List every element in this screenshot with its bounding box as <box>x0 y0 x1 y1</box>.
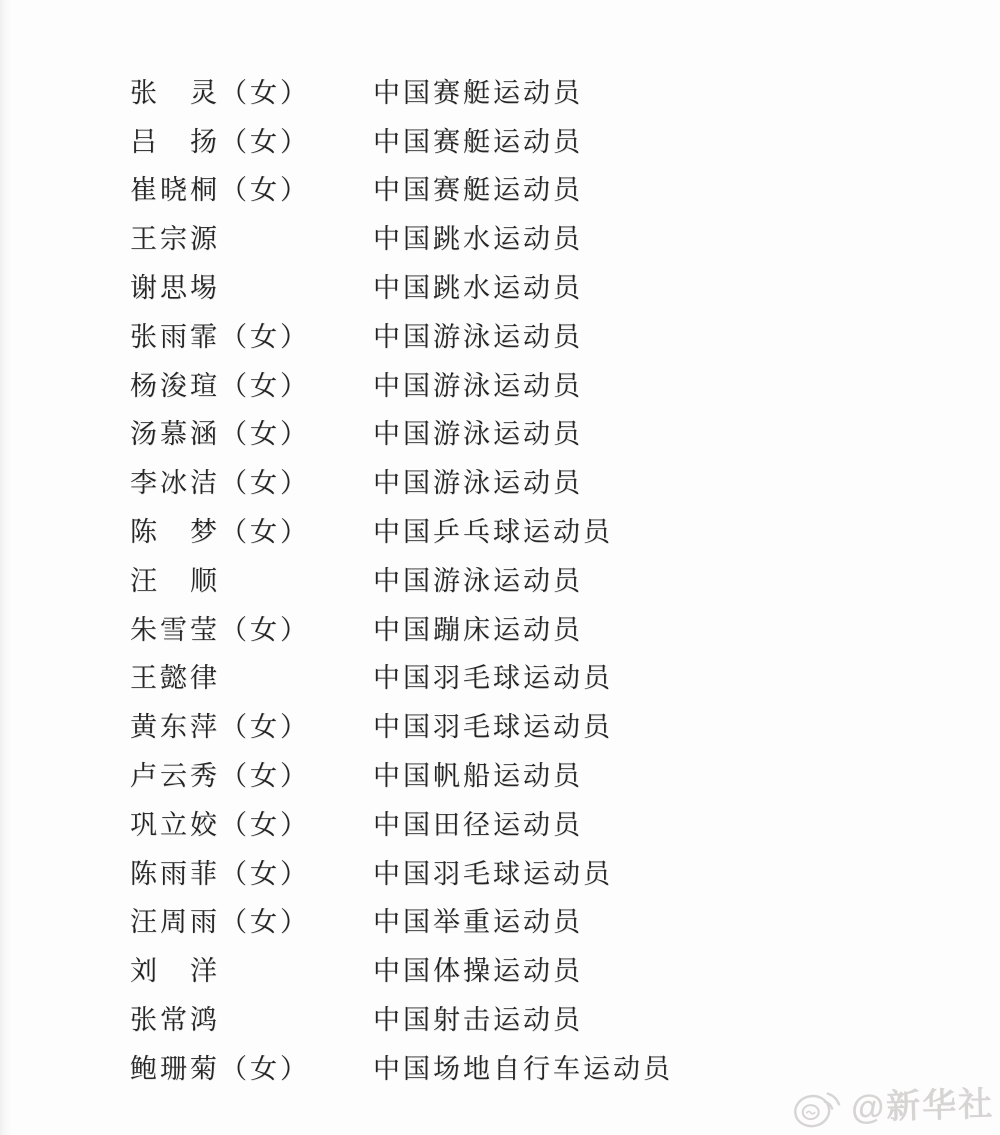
athlete-name: 王宗源 <box>130 224 220 255</box>
athlete-title: 中国射击运动员 <box>373 1005 583 1036</box>
gender-note: （女） <box>220 614 310 645</box>
athlete-name: 汤慕涵 <box>130 419 220 450</box>
athlete-row <box>130 603 1000 652</box>
athlete-row <box>130 993 1000 1042</box>
athlete-name-cell <box>130 461 373 500</box>
athlete-name: 汪 顺 <box>130 565 220 596</box>
athlete-name: 王懿律 <box>130 663 220 694</box>
gender-note: （女） <box>220 761 310 792</box>
athlete-title: 中国场地自行车运动员 <box>373 1053 673 1084</box>
athlete-name: 鲍珊菊 <box>130 1053 220 1084</box>
gender-note: （女） <box>220 419 310 450</box>
athlete-name: 汪周雨 <box>130 907 220 938</box>
gender-note: （女） <box>220 517 310 548</box>
gender-note: （女） <box>220 858 310 889</box>
athlete-row <box>130 310 1000 359</box>
athlete-name-cell <box>130 852 373 891</box>
athlete-name-cell <box>130 315 373 354</box>
athlete-row <box>130 359 1000 408</box>
athlete-name: 杨浚瑄 <box>130 370 220 401</box>
athlete-name: 朱雪莹 <box>130 614 220 645</box>
athlete-name-cell <box>130 949 373 988</box>
athlete-title: 中国跳水运动员 <box>373 224 583 255</box>
athlete-name-cell <box>130 803 373 842</box>
athlete-row <box>130 896 1000 945</box>
athlete-title: 中国赛艇运动员 <box>373 77 583 108</box>
athlete-name-cell <box>130 217 373 256</box>
gender-note: （女） <box>220 126 310 157</box>
athlete-name-cell <box>130 412 373 451</box>
athlete-name-cell <box>130 510 373 549</box>
athlete-title: 中国举重运动员 <box>373 907 583 938</box>
weibo-icon <box>788 1078 847 1132</box>
athlete-row <box>130 164 1000 213</box>
athlete-name: 吕 扬 <box>130 126 220 157</box>
athlete-name-cell <box>130 559 373 598</box>
athlete-name: 崔晓桐 <box>130 175 220 206</box>
athlete-row <box>130 408 1000 457</box>
athlete-title: 中国田径运动员 <box>373 809 583 840</box>
athlete-row <box>130 749 1000 798</box>
athlete-row <box>130 212 1000 261</box>
athlete-row <box>130 944 1000 993</box>
athlete-name: 张雨霏 <box>130 321 220 352</box>
gender-note: （女） <box>220 809 310 840</box>
athlete-name-cell <box>130 900 373 939</box>
athlete-title: 中国跳水运动员 <box>373 273 583 304</box>
athlete-name: 张常鸿 <box>130 1005 220 1036</box>
athlete-row <box>130 261 1000 310</box>
athlete-name-cell <box>130 168 373 207</box>
athlete-title: 中国乒乓球运动员 <box>373 517 613 548</box>
athlete-row <box>130 652 1000 701</box>
athlete-name-cell <box>130 754 373 793</box>
gender-note: （女） <box>220 77 310 108</box>
athlete-title: 中国游泳运动员 <box>373 321 583 352</box>
athlete-title: 中国游泳运动员 <box>373 468 583 499</box>
athlete-name: 谢思埸 <box>130 273 220 304</box>
athlete-name: 张 灵 <box>130 77 220 108</box>
athlete-title: 中国体操运动员 <box>373 956 583 987</box>
athlete-title: 中国游泳运动员 <box>373 565 583 596</box>
athlete-row <box>130 505 1000 554</box>
athlete-title: 中国羽毛球运动员 <box>373 663 613 694</box>
gender-note: （女） <box>220 468 310 499</box>
athlete-title: 中国羽毛球运动员 <box>373 858 613 889</box>
athlete-title: 中国帆船运动员 <box>373 761 583 792</box>
gender-note: （女） <box>220 370 310 401</box>
athlete-name: 巩立姣 <box>130 809 220 840</box>
athlete-row <box>130 847 1000 896</box>
gender-note: （女） <box>220 907 310 938</box>
athlete-name: 李冰洁 <box>130 468 220 499</box>
athlete-row <box>130 66 1000 115</box>
athlete-name-cell <box>130 71 373 110</box>
athlete-title: 中国赛艇运动员 <box>373 126 583 157</box>
athlete-title: 中国蹦床运动员 <box>373 614 583 645</box>
athlete-name: 陈 梦 <box>130 517 220 548</box>
athlete-name-cell <box>130 998 373 1037</box>
athlete-title: 中国羽毛球运动员 <box>373 712 613 743</box>
watermark-handle: @新华社 <box>850 1084 995 1127</box>
athlete-name: 黄东萍 <box>130 712 220 743</box>
athlete-name-cell <box>130 705 373 744</box>
athlete-row <box>130 700 1000 749</box>
athlete-name-cell <box>130 266 373 305</box>
watermark <box>788 1074 994 1131</box>
athlete-name: 陈雨菲 <box>130 858 220 889</box>
gender-note: （女） <box>220 175 310 206</box>
athlete-name-cell <box>130 120 373 159</box>
gender-note: （女） <box>220 712 310 743</box>
athlete-title: 中国游泳运动员 <box>373 370 583 401</box>
athlete-name-cell <box>130 364 373 403</box>
athlete-title: 中国游泳运动员 <box>373 419 583 450</box>
athlete-name-cell <box>130 1047 373 1086</box>
athlete-name-cell <box>130 608 373 647</box>
athlete-row <box>130 456 1000 505</box>
athlete-title: 中国赛艇运动员 <box>373 175 583 206</box>
athlete-row <box>130 115 1000 164</box>
gender-note: （女） <box>220 321 310 352</box>
athlete-name: 刘 洋 <box>130 956 220 987</box>
athlete-row <box>130 798 1000 847</box>
athlete-row <box>130 554 1000 603</box>
athlete-name-cell <box>130 656 373 695</box>
athlete-list <box>130 66 1000 1091</box>
gender-note: （女） <box>220 1053 310 1084</box>
athlete-name: 卢云秀 <box>130 761 220 792</box>
